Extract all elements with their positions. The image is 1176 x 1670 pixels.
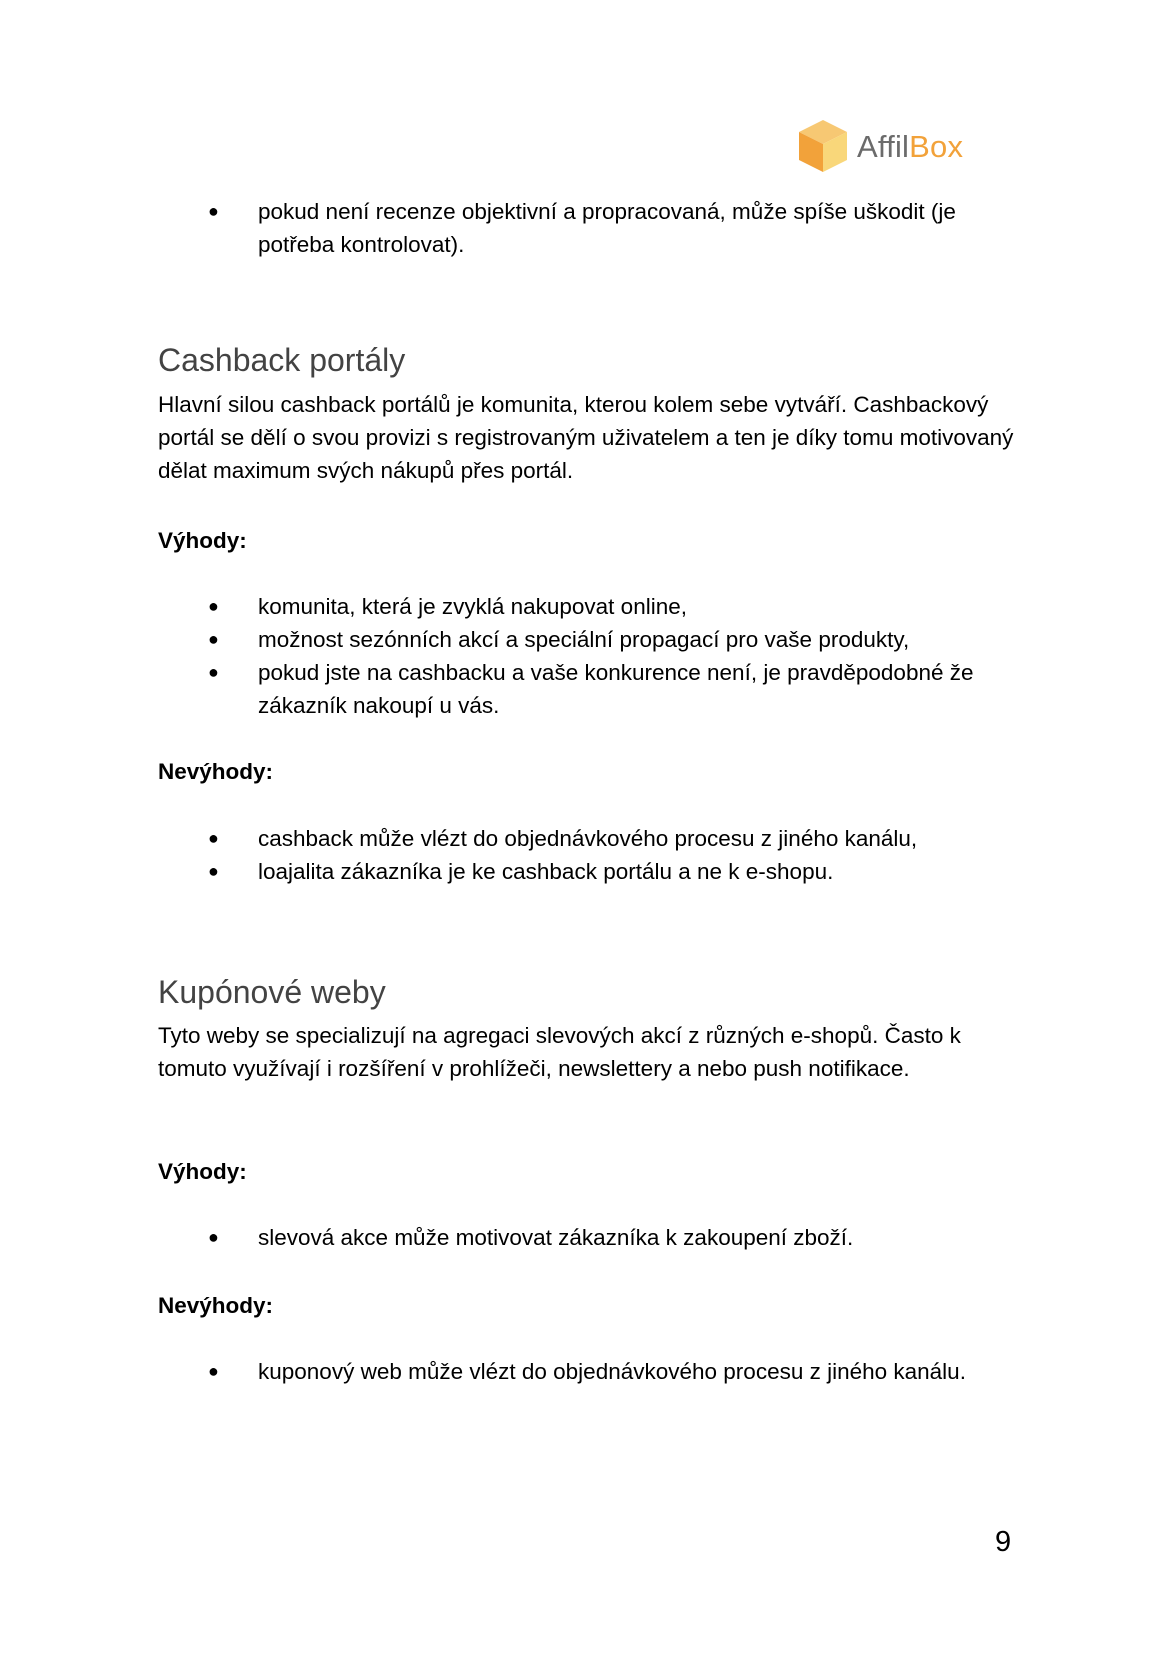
section-coupons xyxy=(158,972,1018,1012)
list-item xyxy=(158,656,1018,722)
list-item-text: pokud jste na cashbacku a vaše konkurence není, je pravděpodobné že zákazník nakoupí u vás. xyxy=(258,660,974,718)
section-paragraph: Hlavní silou cashback portálů je komunita, kterou kolem sebe vytváří. Cashbackový portál se dělí o svou provizi s registrovaným uživatelem a ten je díky tomu motivovaný dělat maximum svých nákupů přes portál. xyxy=(158,392,1014,483)
cons-label: Nevýhody: xyxy=(158,759,274,784)
list-item-text: možnost sezónních akcí a speciální propagací pro vaše produkty, xyxy=(258,627,910,652)
section-cashback xyxy=(158,340,1018,380)
cons-label-wrap xyxy=(158,1289,1018,1322)
bullet-icon: ● xyxy=(208,201,219,221)
cons-list-wrap xyxy=(158,822,1018,888)
bullet-icon: ● xyxy=(208,629,219,649)
pros-list xyxy=(158,590,1018,722)
cons-list xyxy=(158,822,1018,888)
section-cashback-paragraph-wrap xyxy=(158,388,1018,487)
list-item-text: loajalita zákazníka je ke cashback portálu a ne k e-shopu. xyxy=(258,859,834,884)
pros-label-wrap xyxy=(158,1155,1018,1188)
section-coupons-paragraph-wrap xyxy=(158,1019,1018,1085)
logo-text-affil: Affil xyxy=(857,128,910,164)
bullet-icon: ● xyxy=(208,861,219,881)
cube-icon xyxy=(797,118,849,174)
bullet-icon: ● xyxy=(208,662,219,682)
logo-text-box: Box xyxy=(909,128,964,164)
cons-label-wrap xyxy=(158,755,1018,788)
cons-label: Nevýhody: xyxy=(158,1293,274,1318)
section-heading: Kupónové weby xyxy=(158,974,386,1010)
list-item-text: slevová akce může motivovat zákazníka k zakoupení zboží. xyxy=(258,1225,854,1250)
intro-bullet-list-wrap xyxy=(158,195,1018,261)
list-item xyxy=(158,1355,1018,1388)
cons-list xyxy=(158,1355,1018,1388)
page-number: 9 xyxy=(995,1526,1012,1558)
pros-list xyxy=(158,1221,1018,1254)
bullet-icon: ● xyxy=(208,596,219,616)
list-item-text: cashback může vlézt do objednávkového procesu z jiného kanálu, xyxy=(258,826,918,851)
pros-list-wrap xyxy=(158,590,1018,722)
bullet-icon: ● xyxy=(208,1361,219,1381)
pros-label: Výhody: xyxy=(158,528,247,553)
list-item-text: pokud není recenze objektivní a propracovaná, může spíše uškodit (je potřeba kontrolovat). xyxy=(258,199,956,257)
list-item xyxy=(158,822,1018,855)
section-paragraph: Tyto weby se specializují na agregaci slevových akcí z různých e-shopů. Často k tomuto využívají i rozšíření v prohlížeči, newslettery a nebo push notifikace. xyxy=(158,1023,961,1081)
list-item xyxy=(158,623,1018,656)
section-heading: Cashback portály xyxy=(158,342,406,378)
list-item xyxy=(158,195,1018,261)
bullet-icon: ● xyxy=(208,1227,219,1247)
intro-bullet-list xyxy=(158,195,1018,261)
logo-text xyxy=(857,128,964,164)
list-item-text: kuponový web může vlézt do objednávkového procesu z jiného kanálu. xyxy=(258,1359,966,1384)
list-item xyxy=(158,590,1018,623)
list-item xyxy=(158,855,1018,888)
pros-label: Výhody: xyxy=(158,1159,247,1184)
cons-list-wrap xyxy=(158,1355,1018,1388)
affilbox-logo xyxy=(797,118,963,174)
bullet-icon: ● xyxy=(208,828,219,848)
pros-label-wrap xyxy=(158,524,1018,557)
pros-list-wrap xyxy=(158,1221,1018,1254)
list-item xyxy=(158,1221,1018,1254)
list-item-text: komunita, která je zvyklá nakupovat online, xyxy=(258,594,687,619)
